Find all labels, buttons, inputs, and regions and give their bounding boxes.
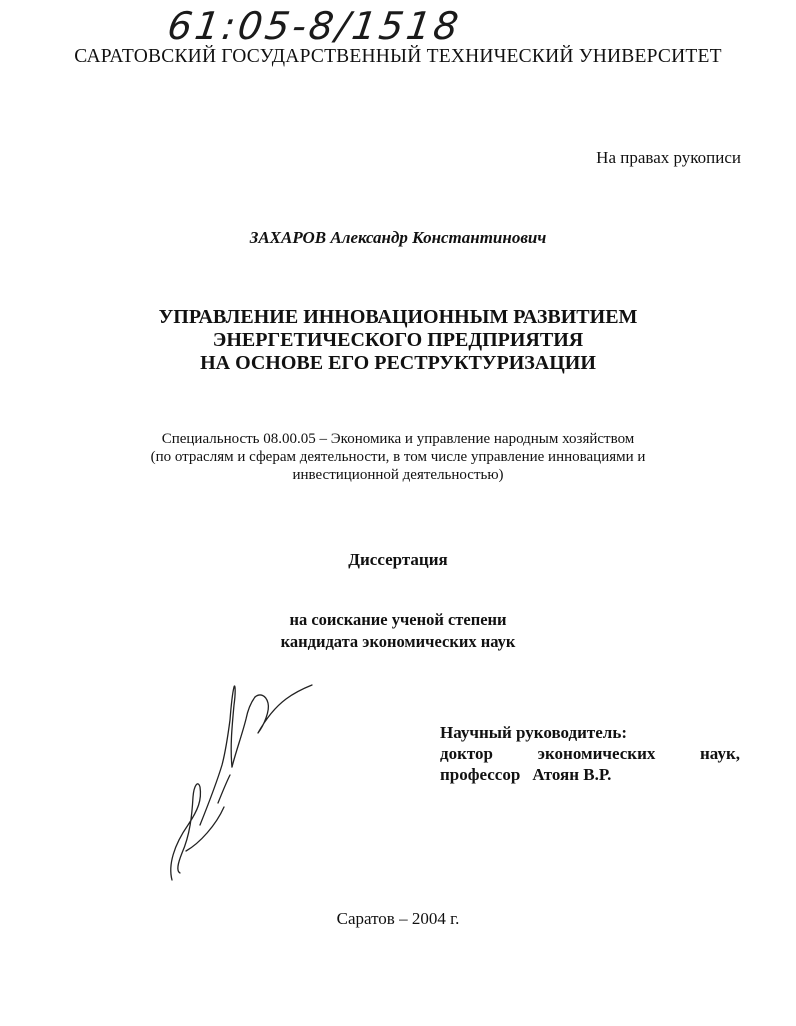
supervisor-name-line (440, 764, 740, 785)
supervisor-word: доктор (440, 744, 493, 763)
supervisor-name: Атоян В.Р. (532, 765, 612, 784)
specialty-block (100, 430, 696, 484)
degree-line: на соискание ученой степени (289, 610, 507, 629)
title-line: НА ОСНОВЕ ЕГО РЕСТРУКТУРИЗАЦИИ (200, 352, 596, 374)
author-name: ЗАХАРОВ Александр Константинович (249, 228, 547, 247)
supervisor-degree-line (440, 743, 740, 764)
supervisor-word: профессор (440, 765, 521, 784)
document-type: Диссертация (348, 550, 448, 569)
manuscript-note: На правах рукописи (596, 148, 741, 167)
specialty-line: инвестиционной деятельностью) (292, 467, 504, 483)
degree-block (0, 609, 796, 653)
degree-line: кандидата экономических наук (280, 632, 516, 651)
supervisor-block (440, 722, 740, 785)
title-line: УПРАВЛЕНИЕ ИННОВАЦИОННЫМ РАЗВИТИЕМ (158, 306, 638, 328)
specialty-line: (по отраслям и сферам деятельности, в том числе управление инновациями и (150, 449, 646, 465)
supervisor-heading: Научный руководитель: (440, 723, 627, 742)
dissertation-title (0, 306, 796, 375)
title-line: ЭНЕРГЕТИЧЕСКОГО ПРЕДПРИЯТИЯ (212, 329, 584, 351)
university-name: САРАТОВСКИЙ ГОСУДАРСТВЕННЫЙ ТЕХНИЧЕСКИЙ УНИВЕРСИТЕТ (74, 46, 722, 67)
city-year: Саратов – 2004 г. (336, 909, 460, 928)
archive-code: 61:05-8/1518 (164, 4, 465, 48)
supervisor-word: наук, (700, 744, 740, 763)
supervisor-word: экономических (537, 744, 656, 763)
signature-image (160, 675, 330, 885)
specialty-line: Специальность 08.00.05 – Экономика и управление народным хозяйством (161, 431, 635, 447)
